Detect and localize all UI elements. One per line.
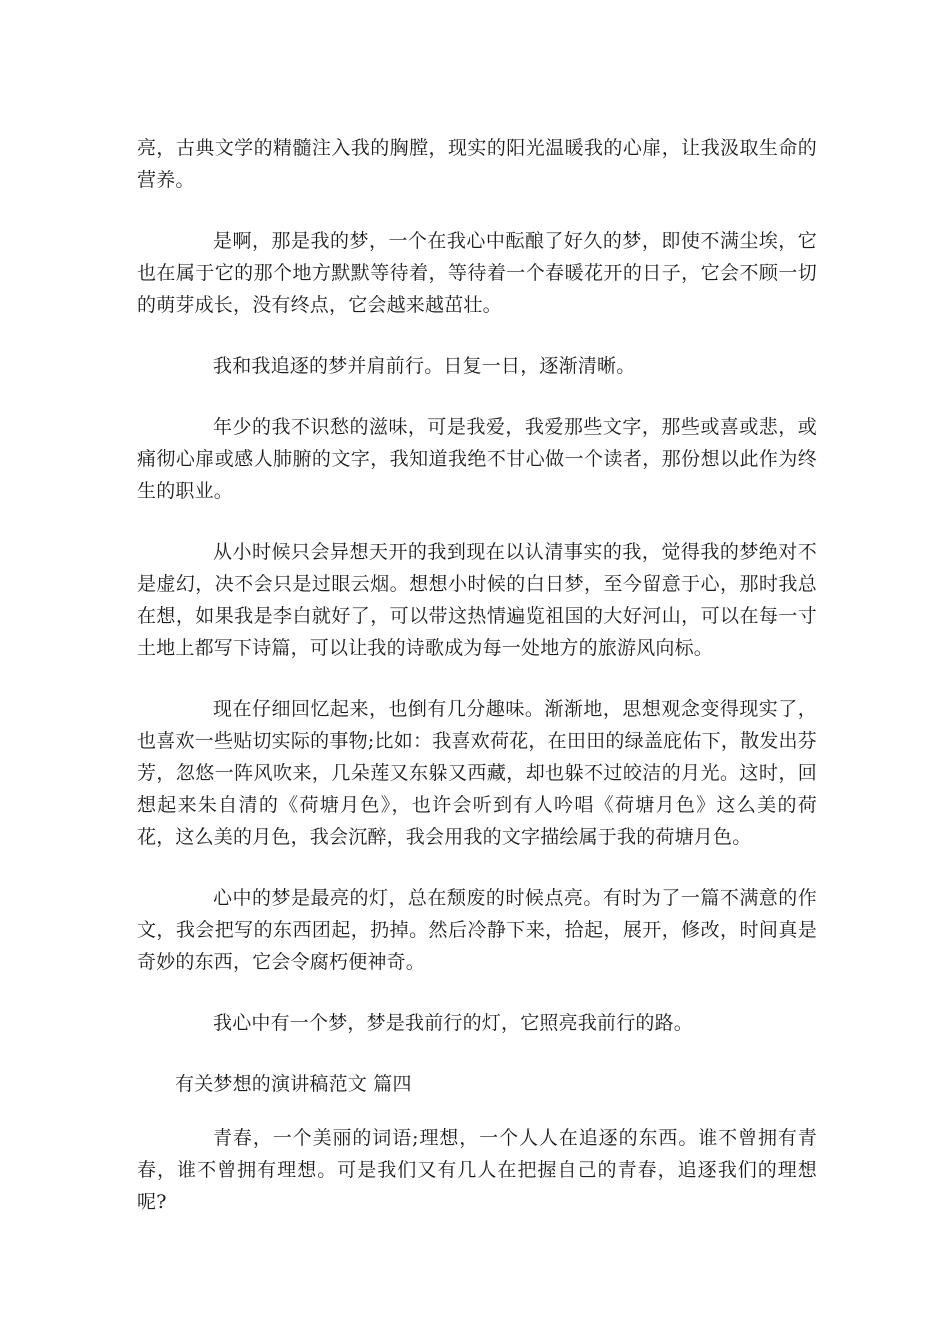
paragraph: 我心中有一个梦，梦是我前行的灯，它照亮我前行的路。: [213, 1012, 694, 1034]
document-body: [137, 132, 817, 1247]
paragraph-continuation: 亮，古典文学的精髓注入我的胸膛，现实的阳光温暖我的心扉，让我汲取生命的营养。: [137, 137, 817, 191]
paragraph: 心中的梦是最亮的灯，总在颓废的时候点亮。有时为了一篇不满意的作文，我会把写的东西团起，扔掉。然后冷静下来，拾起，展开，修改，时间真是奇妙的东西，它会令腐朽便神奇。: [137, 887, 817, 973]
paragraph: 是啊，那是我的梦，一个在我心中酝酿了好久的梦，即使不满尘埃，它也在属于它的那个地方默默等待着，等待着一个春暖花开的日子，它会不顾一切的萌芽成长，没有终点，它会越来越茁壮。: [137, 230, 817, 316]
paragraph: 我和我追逐的梦并肩前行。日复一日，逐渐清晰。: [213, 355, 636, 377]
paragraph: 现在仔细回忆起来，也倒有几分趣味。渐渐地，思想观念变得现实了，也喜欢一些贴切实际的事物;比如：我喜欢荷花，在田田的绿盖庇佑下，散发出芬芳，忽悠一阵风吹来，几朵莲又东躲又西藏，却也躲不过皎洁的月光。这时，回想起来朱自清的《荷塘月色》，也许会听到有人吟唱《荷塘月色》这么美的荷花，这么美的月色，我会沉醉，我会用我的文字描绘属于我的荷塘月色。: [137, 698, 817, 848]
paragraph: 从小时候只会异想天开的我到现在以认清事实的我，觉得我的梦绝对不是虚幻，决不会只是过眼云烟。想想小时候的白日梦，至今留意于心，那时我总在想，如果我是李白就好了，可以带这热情遍览祖国的大好河山，可以在每一寸土地上都写下诗篇，可以让我的诗歌成为每一处地方的旅游风向标。: [137, 541, 817, 659]
paragraph: 青春，一个美丽的词语;理想，一个人人在追逐的东西。谁不曾拥有青春，谁不曾拥有理想。可是我们又有几人在把握自己的青春，追逐我们的理想呢?: [137, 1127, 817, 1213]
section-heading: 有关梦想的演讲稿范文 篇四: [175, 1073, 412, 1095]
paragraph: 年少的我不识愁的滋味，可是我爱，我爱那些文字，那些或喜或悲，或痛彻心扉或感人肺腑的文字，我知道我绝不甘心做一个读者，那份想以此作为终生的职业。: [137, 416, 817, 502]
